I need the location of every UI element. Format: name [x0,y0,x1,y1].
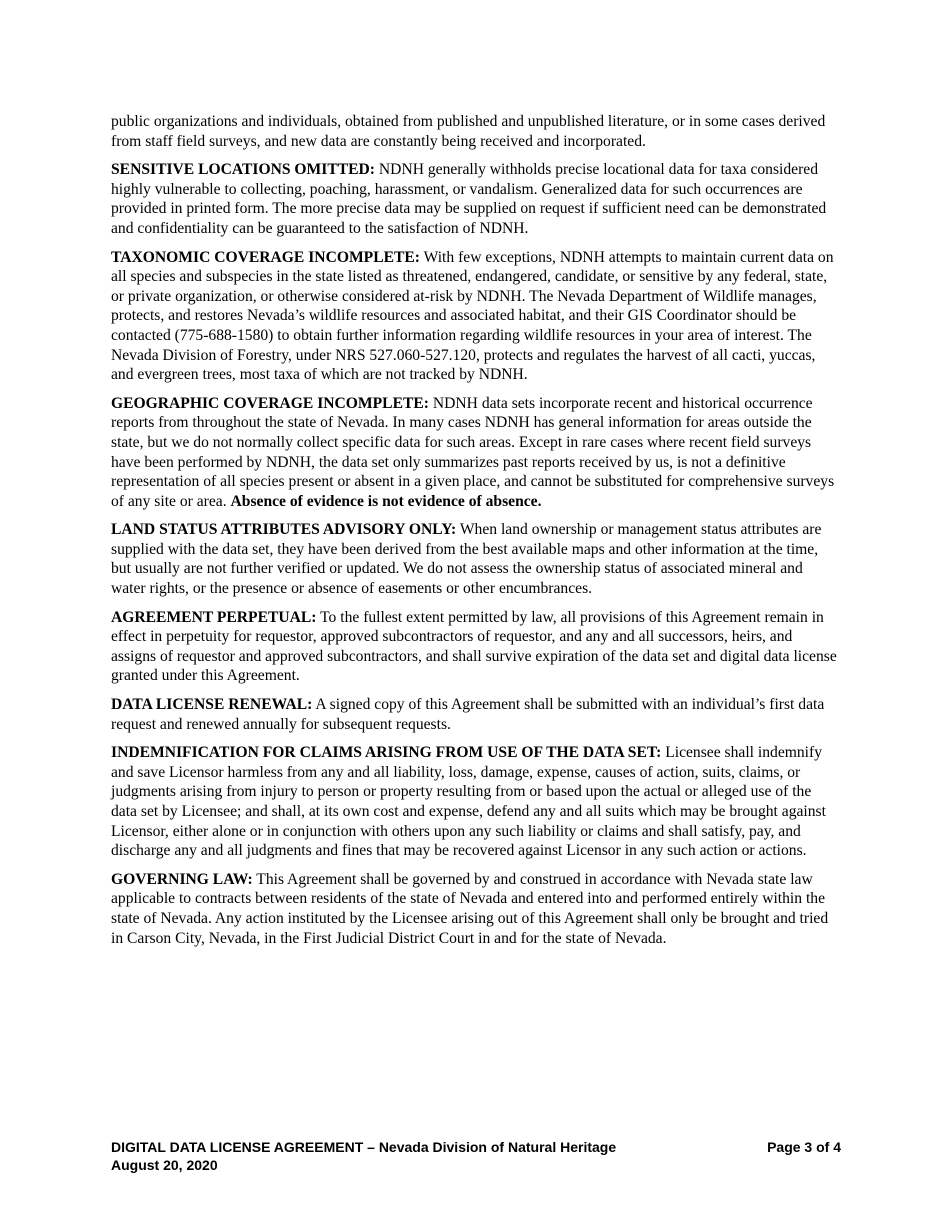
paragraph-text: public organizations and individuals, obtained from published and unpublished literature, or in some cases derived from staff field surveys, and new data are constantly being received and incorporated. [111,113,826,150]
paragraph-heading: INDEMNIFICATION FOR CLAIMS ARISING FROM USE OF THE DATA SET: [111,744,662,762]
paragraph-text: NDNH generally withholds precise locational data for taxa considered highly vulnerable to collecting, poaching, harassment, or vandalism. Generalized data for such occurrences are provided in printed form. The more precise data may be supplied on request if sufficient need can be demonstrated and confidentiality can be guaranteed to the satisfaction of NDNH. [111,161,827,237]
paragraph-text: Licensee shall indemnify and save Licensor harmless from any and all liability, loss, damage, expense, causes of action, suits, claims, or judgments arising from injury to person or property resulting from or based upon the actual or alleged use of the data set by Licensee; and shall, at its own cost and expense, defend any and all suits which may be brought against Licensor, either alone or in conjunction with others upon any such liability or claims and shall satisfy, pay, and discharge any and all judgments and fines that may be recovered against Licensor in any such action or actions. [111,744,826,860]
paragraph-text: NDNH data sets incorporate recent and historical occurrence reports from throughout the state of Nevada. In many cases NDNH has general information for areas outside the state, but we do not normally collect specific data for such areas. Except in rare cases where recent field surveys have been performed by NDNH, the data set only summarizes past reports received by us, is not a definitive representation of all species present or absent in a given place, and cannot be substituted for comprehensive surveys of any site or area. [111,394,835,510]
paragraph-continuation [111,112,841,151]
paragraph-text: When land ownership or management status attributes are supplied with the data set, they have been derived from the best available maps and other information at the time, but usually are not further verified or updated. We do not assess the ownership status of associated mineral and water rights, or the presence or absence of easements or other encumbrances. [111,521,822,598]
paragraph-governing-law [111,870,841,948]
paragraph-text: A signed copy of this Agreement shall be submitted with an individual’s first data request and renewed annually for subsequent requests. [111,696,825,733]
paragraph-emphasis: Absence of evidence is not evidence of absence. [230,492,542,510]
paragraph-heading: TAXONOMIC COVERAGE INCOMPLETE: [111,248,420,266]
paragraph-heading: GOVERNING LAW: [111,870,253,888]
paragraph-license-renewal [111,695,841,734]
paragraph-heading: SENSITIVE LOCATIONS OMITTED: [111,161,376,179]
paragraph-indemnification [111,743,841,861]
footer-row [111,1138,841,1156]
document-body [111,112,841,957]
paragraph-geographic-coverage [111,394,841,512]
paragraph-text: With few exceptions, NDNH attempts to maintain current data on all species and subspecies in the state listed as threatened, endangered, candidate, or sensitive by any federal, state, or private organization, or otherwise considered at-risk by NDNH. The Nevada Department of Wildlife manages, protects, and restores Nevada’s wildlife resources and associated habitat, and their GIS Coordinator should be contacted (775-688-1580) to obtain further information regarding wildlife resources in your area of interest. The Nevada Division of Forestry, under NRS 527.060-527.120, protects and regulates the harvest of all cacti, yuccas, and evergreen trees, most taxa of which are not tracked by NDNH. [111,248,834,384]
paragraph-text: To the fullest extent permitted by law, all provisions of this Agreement remain in effect in perpetuity for requestor, approved subcontractors of requestor, and any and all successors, heirs, and assigns of requestor and approved subcontractors, and shall survive expiration of the data set and digital data license granted under this Agreement. [111,608,837,685]
footer-title: DIGITAL DATA LICENSE AGREEMENT – Nevada Division of Natural Heritage [111,1139,617,1155]
page-footer [111,1138,841,1174]
paragraph-text: This Agreement shall be governed by and construed in accordance with Nevada state law applicable to contracts between residents of the state of Nevada and entered into and performed entirely within the state of Nevada. Any action instituted by the Licensee arising out of this Agreement shall only be brought and tried in Carson City, Nevada, in the First Judicial District Court in and for the state of Nevada. [111,870,829,947]
page-number: Page 3 of 4 [767,1139,841,1155]
footer-date: August 20, 2020 [111,1157,218,1173]
paragraph-heading: GEOGRAPHIC COVERAGE INCOMPLETE: [111,394,429,412]
paragraph-heading: AGREEMENT PERPETUAL: [111,608,317,626]
paragraph-land-status [111,520,841,598]
paragraph-taxonomic-coverage [111,248,841,385]
paragraph-heading: LAND STATUS ATTRIBUTES ADVISORY ONLY: [111,521,457,539]
paragraph-sensitive-locations [111,160,841,238]
paragraph-agreement-perpetual [111,608,841,686]
paragraph-heading: DATA LICENSE RENEWAL: [111,696,313,714]
